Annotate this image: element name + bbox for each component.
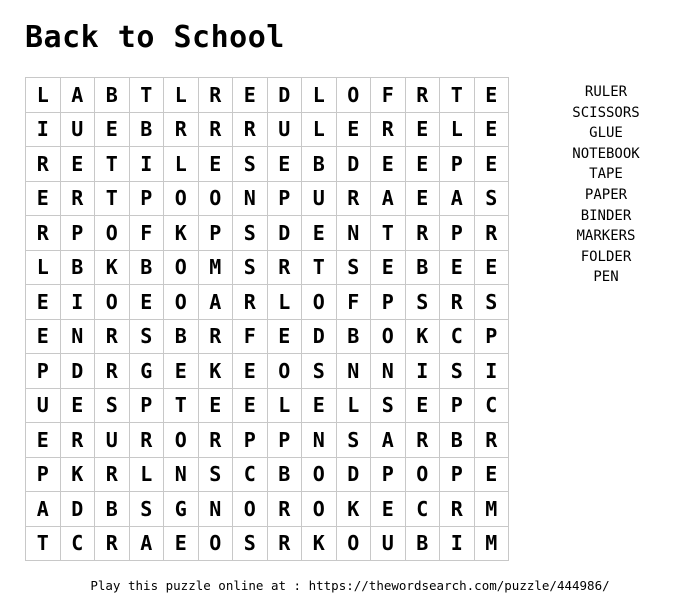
grid-cell: L	[164, 147, 199, 182]
grid-cell: E	[302, 216, 337, 251]
grid-cell: K	[302, 526, 337, 561]
grid-cell: E	[164, 526, 199, 561]
grid-cell: E	[302, 388, 337, 423]
word-list-item: SCISSORS	[572, 104, 640, 121]
grid-cell: G	[129, 354, 164, 389]
grid-cell: T	[164, 388, 199, 423]
grid-cell: K	[60, 457, 95, 492]
grid-cell: K	[198, 354, 233, 389]
grid-cell: D	[336, 147, 371, 182]
grid-cell: C	[440, 319, 475, 354]
grid-cell: R	[405, 78, 440, 113]
grid-cell: O	[198, 181, 233, 216]
grid-cell: P	[26, 354, 61, 389]
grid-cell: E	[95, 112, 130, 147]
grid-cell: L	[440, 112, 475, 147]
grid-cell: U	[60, 112, 95, 147]
grid-row	[26, 181, 509, 216]
grid-cell: N	[336, 354, 371, 389]
grid-cell: E	[233, 354, 268, 389]
grid-cell: T	[95, 147, 130, 182]
grid-cell: E	[60, 147, 95, 182]
grid-row	[26, 147, 509, 182]
grid-cell: T	[129, 78, 164, 113]
grid-cell: R	[164, 112, 199, 147]
grid-cell: E	[336, 112, 371, 147]
grid-cell: S	[405, 285, 440, 320]
grid-cell: F	[129, 216, 164, 251]
grid-cell: O	[95, 285, 130, 320]
grid-cell: T	[440, 78, 475, 113]
grid-cell: R	[129, 423, 164, 458]
grid-cell: R	[95, 354, 130, 389]
grid-cell: P	[440, 216, 475, 251]
grid-cell: U	[26, 388, 61, 423]
word-list-item: FOLDER	[580, 248, 632, 265]
grid-cell: S	[129, 492, 164, 527]
grid-cell: S	[129, 319, 164, 354]
grid-cell: E	[371, 492, 406, 527]
grid-cell: P	[60, 216, 95, 251]
grid-cell: U	[267, 112, 302, 147]
grid-cell: C	[60, 526, 95, 561]
grid-cell: O	[164, 181, 199, 216]
grid-cell: O	[405, 457, 440, 492]
grid-cell: O	[95, 216, 130, 251]
grid-cell: P	[129, 181, 164, 216]
grid-cell: N	[371, 354, 406, 389]
grid-cell: P	[233, 423, 268, 458]
grid-cell: R	[95, 457, 130, 492]
grid-cell: E	[474, 78, 509, 113]
grid-cell: F	[371, 78, 406, 113]
grid-cell: R	[60, 423, 95, 458]
word-list-item: PAPER	[584, 186, 628, 203]
grid-cell: E	[474, 147, 509, 182]
word-list-item: GLUE	[589, 125, 623, 142]
grid-cell: E	[26, 285, 61, 320]
grid-cell: I	[405, 354, 440, 389]
grid-cell: R	[233, 285, 268, 320]
grid-cell: A	[26, 492, 61, 527]
grid-cell: C	[474, 388, 509, 423]
grid-cell: M	[198, 250, 233, 285]
grid-cell: L	[164, 78, 199, 113]
grid-cell: I	[60, 285, 95, 320]
grid-cell: A	[371, 423, 406, 458]
word-list-item: TAPE	[589, 166, 623, 183]
grid-cell: F	[233, 319, 268, 354]
grid-cell: P	[440, 457, 475, 492]
grid-cell: S	[233, 147, 268, 182]
grid-cell: R	[267, 492, 302, 527]
grid-cell: E	[405, 147, 440, 182]
grid-cell: R	[233, 112, 268, 147]
grid-cell: R	[198, 319, 233, 354]
grid-cell: L	[26, 250, 61, 285]
grid-cell: D	[267, 78, 302, 113]
grid-cell: R	[26, 147, 61, 182]
grid-cell: E	[371, 147, 406, 182]
grid-cell: O	[164, 285, 199, 320]
grid-cell: P	[267, 423, 302, 458]
grid-row	[26, 354, 509, 389]
grid-cell: K	[336, 492, 371, 527]
grid-cell: E	[233, 388, 268, 423]
grid-cell: F	[336, 285, 371, 320]
grid-cell: S	[440, 354, 475, 389]
grid-cell: S	[233, 250, 268, 285]
grid-cell: I	[474, 354, 509, 389]
footer-text: Play this puzzle online at : https://thewordsearch.com/puzzle/444986/	[90, 578, 610, 593]
grid-row	[26, 250, 509, 285]
grid-cell: N	[302, 423, 337, 458]
grid-cell: E	[371, 250, 406, 285]
grid-cell: U	[371, 526, 406, 561]
grid-cell: E	[474, 457, 509, 492]
grid-cell: P	[26, 457, 61, 492]
grid-cell: D	[336, 457, 371, 492]
grid-cell: B	[129, 250, 164, 285]
word-list-item: RULER	[584, 84, 628, 100]
grid-cell: E	[198, 388, 233, 423]
grid-cell: A	[440, 181, 475, 216]
grid-row	[26, 526, 509, 561]
grid-cell: L	[129, 457, 164, 492]
page-title: Back to School	[25, 20, 285, 55]
grid-cell: B	[405, 250, 440, 285]
grid-cell: S	[233, 526, 268, 561]
grid-cell: D	[302, 319, 337, 354]
grid-cell: N	[164, 457, 199, 492]
grid-cell: E	[198, 147, 233, 182]
grid-row	[26, 112, 509, 147]
grid-cell: B	[405, 526, 440, 561]
grid-cell: B	[95, 78, 130, 113]
grid-cell: B	[267, 457, 302, 492]
grid-cell: P	[267, 181, 302, 216]
grid-cell: E	[405, 181, 440, 216]
grid-cell: I	[129, 147, 164, 182]
grid-cell: N	[233, 181, 268, 216]
word-list	[556, 82, 656, 288]
grid-cell: P	[371, 457, 406, 492]
grid-cell: S	[302, 354, 337, 389]
grid-row	[26, 388, 509, 423]
word-list-item: MARKERS	[576, 228, 636, 245]
grid-row	[26, 285, 509, 320]
grid-cell: R	[440, 492, 475, 527]
grid-cell: S	[198, 457, 233, 492]
grid-cell: D	[60, 492, 95, 527]
grid-cell: E	[440, 250, 475, 285]
grid-cell: O	[371, 319, 406, 354]
grid-cell: E	[474, 250, 509, 285]
grid-cell: S	[371, 388, 406, 423]
grid-cell: C	[405, 492, 440, 527]
grid-cell: R	[26, 216, 61, 251]
grid-cell: T	[26, 526, 61, 561]
grid-row	[26, 319, 509, 354]
grid-cell: L	[302, 78, 337, 113]
grid-cell: L	[336, 388, 371, 423]
grid-cell: S	[336, 250, 371, 285]
grid-cell: L	[26, 78, 61, 113]
grid-cell: P	[198, 216, 233, 251]
grid-cell: O	[267, 354, 302, 389]
grid-cell: E	[26, 181, 61, 216]
grid-cell: M	[474, 492, 509, 527]
grid-row	[26, 492, 509, 527]
grid-cell: E	[26, 319, 61, 354]
grid-cell: R	[95, 526, 130, 561]
grid-cell: R	[405, 423, 440, 458]
grid-cell: O	[164, 250, 199, 285]
grid-row	[26, 423, 509, 458]
word-list-item: BINDER	[580, 207, 632, 224]
grid-cell: O	[336, 78, 371, 113]
grid-cell: K	[95, 250, 130, 285]
grid-cell: O	[336, 526, 371, 561]
grid-cell: K	[405, 319, 440, 354]
grid-cell: B	[95, 492, 130, 527]
grid-cell: E	[474, 112, 509, 147]
grid-cell: E	[26, 423, 61, 458]
grid-cell: T	[302, 250, 337, 285]
grid-cell: R	[95, 319, 130, 354]
grid-row	[26, 457, 509, 492]
grid-cell: R	[198, 423, 233, 458]
grid-cell: L	[302, 112, 337, 147]
grid-cell: O	[198, 526, 233, 561]
grid-cell: I	[440, 526, 475, 561]
grid-cell: R	[60, 181, 95, 216]
grid-cell: G	[164, 492, 199, 527]
grid-row	[26, 216, 509, 251]
grid-cell: A	[198, 285, 233, 320]
grid-cell: P	[371, 285, 406, 320]
grid-cell: A	[371, 181, 406, 216]
grid-cell: O	[302, 492, 337, 527]
grid-cell: B	[336, 319, 371, 354]
grid-cell: E	[129, 285, 164, 320]
grid-cell: T	[95, 181, 130, 216]
grid-cell: L	[267, 285, 302, 320]
grid-cell: E	[405, 112, 440, 147]
grid-cell: B	[60, 250, 95, 285]
grid-cell: R	[405, 216, 440, 251]
grid-cell: R	[474, 423, 509, 458]
grid-cell: O	[233, 492, 268, 527]
grid-cell: S	[474, 285, 509, 320]
grid-cell: E	[60, 388, 95, 423]
grid-cell: L	[267, 388, 302, 423]
grid-cell: R	[198, 78, 233, 113]
grid-cell: I	[26, 112, 61, 147]
grid-cell: E	[267, 147, 302, 182]
grid-cell: S	[474, 181, 509, 216]
grid-cell: N	[60, 319, 95, 354]
grid-cell: U	[302, 181, 337, 216]
grid-cell: K	[164, 216, 199, 251]
grid-cell: E	[233, 78, 268, 113]
grid-cell: R	[336, 181, 371, 216]
grid-cell: E	[267, 319, 302, 354]
grid-cell: R	[267, 526, 302, 561]
grid-cell: P	[129, 388, 164, 423]
letter-grid	[25, 77, 509, 561]
grid-cell: R	[440, 285, 475, 320]
word-list-item: PEN	[593, 269, 619, 286]
grid-cell: D	[267, 216, 302, 251]
grid-cell: O	[302, 457, 337, 492]
grid-cell: R	[474, 216, 509, 251]
grid-cell: B	[164, 319, 199, 354]
grid-cell: A	[129, 526, 164, 561]
grid-cell: T	[371, 216, 406, 251]
grid-cell: B	[440, 423, 475, 458]
grid-cell: M	[474, 526, 509, 561]
grid-cell: R	[371, 112, 406, 147]
grid-cell: C	[233, 457, 268, 492]
grid-cell: B	[302, 147, 337, 182]
grid-cell: D	[60, 354, 95, 389]
grid-cell: P	[440, 147, 475, 182]
grid-cell: R	[267, 250, 302, 285]
grid-cell: N	[336, 216, 371, 251]
grid-cell: U	[95, 423, 130, 458]
word-list-item: NOTEBOOK	[572, 145, 640, 162]
grid-cell: S	[95, 388, 130, 423]
grid-cell: O	[302, 285, 337, 320]
grid-cell: S	[233, 216, 268, 251]
grid-cell: B	[129, 112, 164, 147]
grid-row	[26, 78, 509, 113]
grid-cell: R	[198, 112, 233, 147]
grid-cell: P	[440, 388, 475, 423]
grid-cell: S	[336, 423, 371, 458]
grid-cell: N	[198, 492, 233, 527]
grid-cell: P	[474, 319, 509, 354]
grid-cell: A	[60, 78, 95, 113]
grid-cell: E	[164, 354, 199, 389]
grid-cell: O	[164, 423, 199, 458]
grid-cell: E	[405, 388, 440, 423]
